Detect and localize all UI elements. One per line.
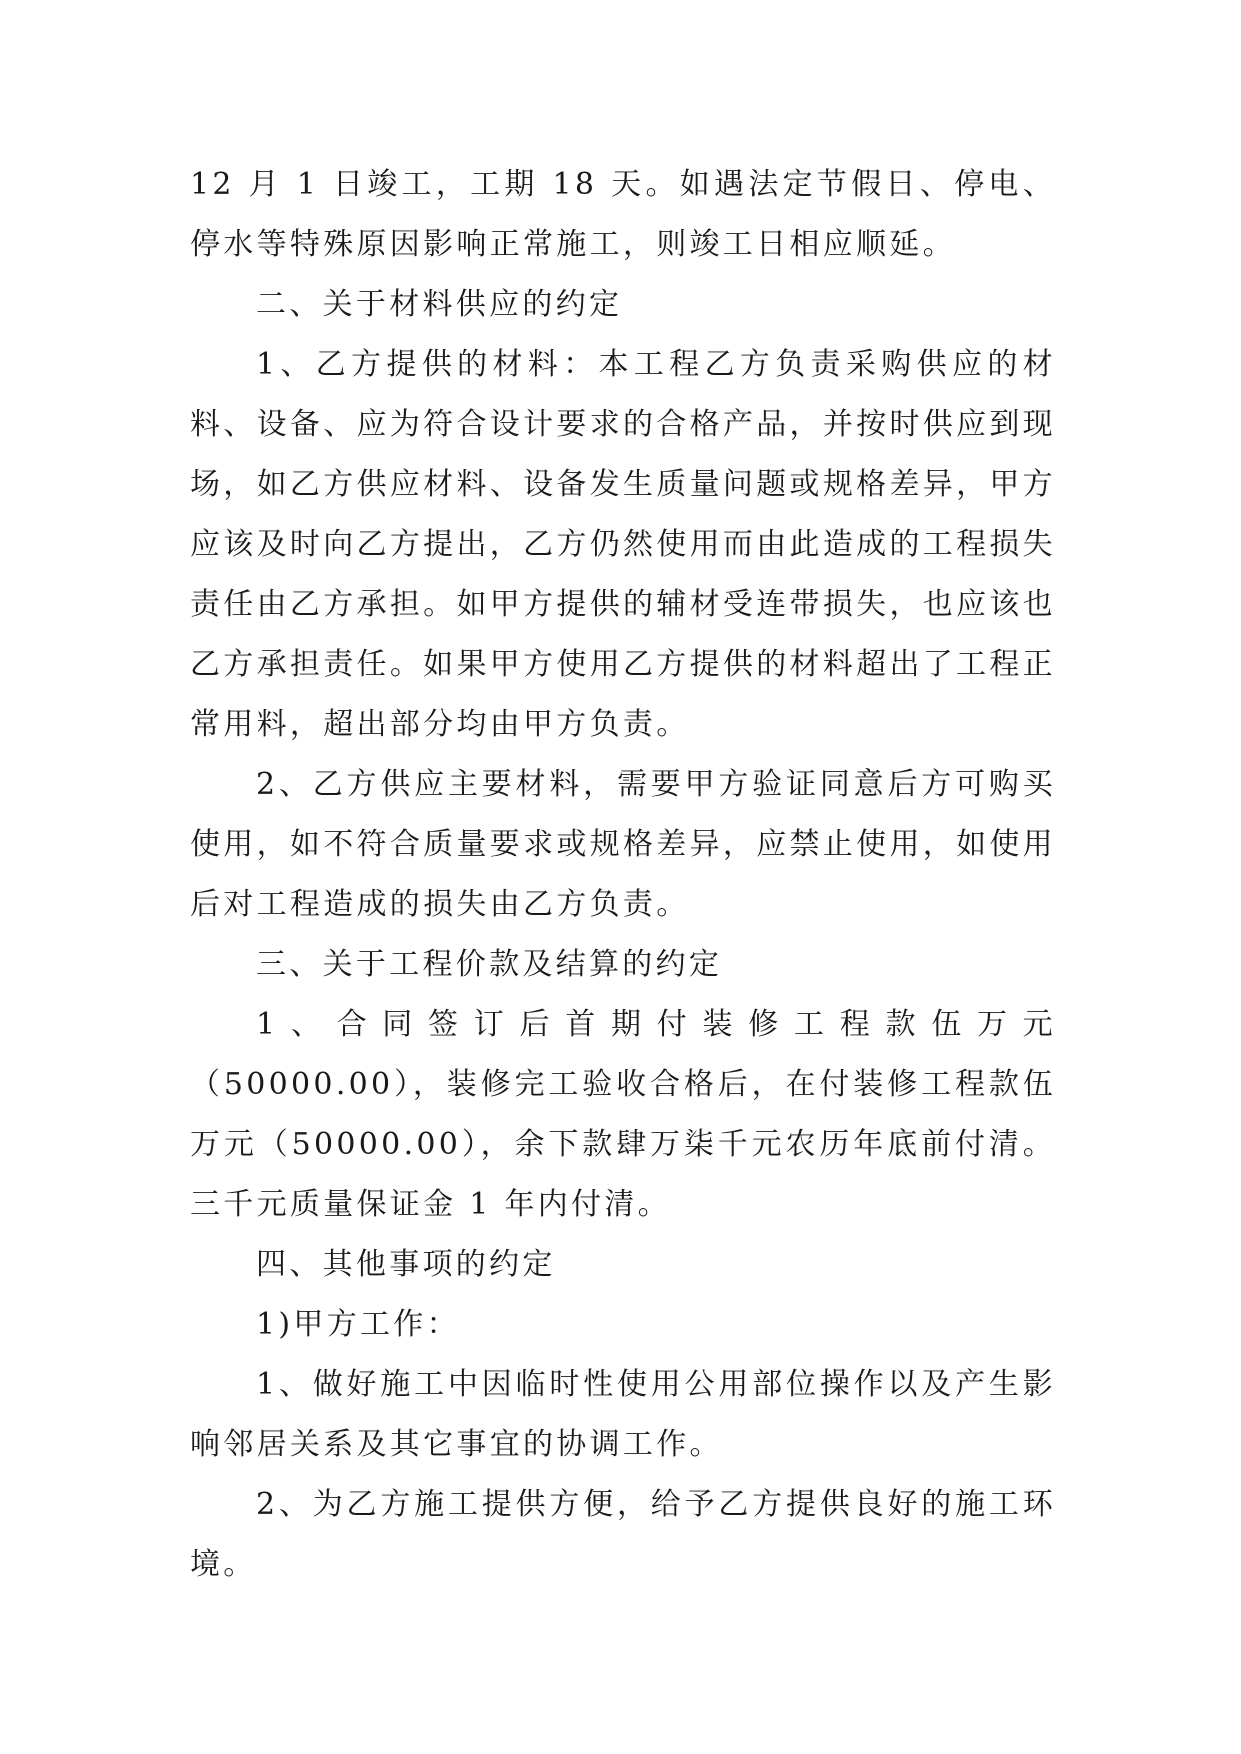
document-body xyxy=(190,155,1056,1595)
section-heading-payment: 三、关于工程价款及结算的约定 xyxy=(256,947,723,982)
paragraph-party-a-1: 1、做好施工中因临时性使用公用部位操作以及产生影响邻居关系及其它事宜的协调工作。 xyxy=(190,1367,1056,1462)
subheading-party-a-work: 1)甲方工作： xyxy=(256,1307,460,1342)
paragraph-payment-1: 1、合同签订后首期付装修工程款伍万元（50000.00），装修完工验收合格后，在付装修工程款伍万元（50000.00），余下款肆万柒千元农历年底前付清。三千元质量保证金 1 年内付清。 xyxy=(190,1007,1056,1222)
paragraph-materials-1: 1、乙方提供的材料：本工程乙方负责采购供应的材料、设备、应为符合设计要求的合格产品，并按时供应到现场，如乙方供应材料、设备发生质量问题或规格差异，甲方应该及时向乙方提出，乙方仍然使用而由此造成的工程损失责任由乙方承担。如甲方提供的辅材受连带损失，也应该也乙方承担责任。如果甲方使用乙方提供的材料超出了工程正常用料，超出部分均由甲方负责。 xyxy=(190,347,1056,742)
paragraph-party-a-2: 2、为乙方施工提供方便，给予乙方提供良好的施工环境。 xyxy=(190,1487,1056,1582)
paragraph-completion-date: 12 月 1 日竣工，工期 18 天。如遇法定节假日、停电、停水等特殊原因影响正常施工，则竣工日相应顺延。 xyxy=(190,167,1056,262)
paragraph-materials-2: 2、乙方供应主要材料，需要甲方验证同意后方可购买使用，如不符合质量要求或规格差异，应禁止使用，如使用后对工程造成的损失由乙方负责。 xyxy=(190,767,1056,922)
section-heading-other: 四、其他事项的约定 xyxy=(256,1247,556,1282)
section-heading-materials: 二、关于材料供应的约定 xyxy=(256,287,623,322)
